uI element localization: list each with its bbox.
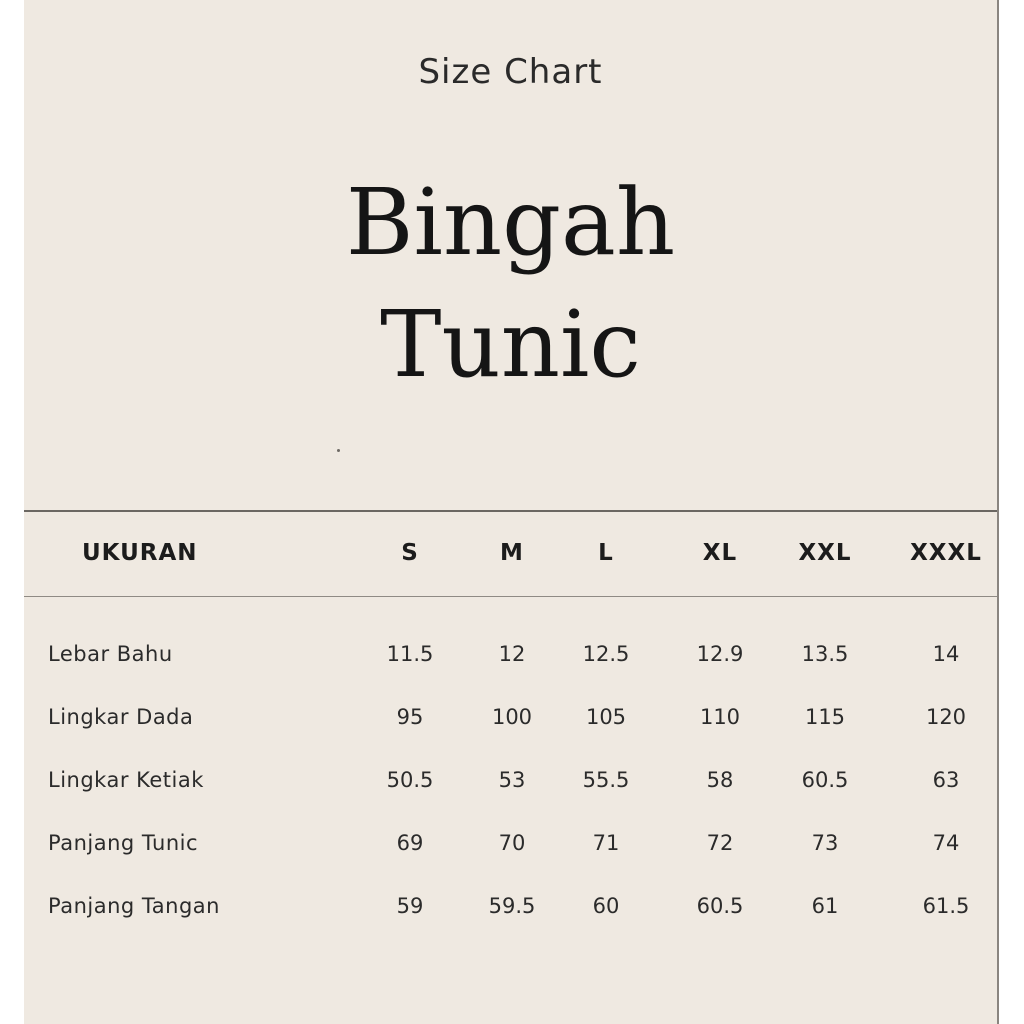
table-row xyxy=(24,642,997,682)
size-header-xxl: XXL xyxy=(798,540,852,566)
table-cell: 60.5 xyxy=(696,894,744,918)
subtitle: Size Chart xyxy=(418,52,603,92)
row-label: Lingkar Ketiak xyxy=(48,768,204,792)
table-cell: 63 xyxy=(932,768,960,792)
product-title xyxy=(24,162,997,406)
table-cell: 14 xyxy=(932,642,960,666)
table-cell: 13.5 xyxy=(801,642,849,666)
table-cell: 58 xyxy=(706,768,734,792)
size-header-m: M xyxy=(500,540,524,566)
table-cell: 74 xyxy=(932,831,960,855)
table-cell: 12.5 xyxy=(582,642,630,666)
right-border xyxy=(997,0,999,1024)
row-label: Panjang Tangan xyxy=(48,894,220,918)
table-cell: 115 xyxy=(804,705,846,729)
table-cell: 73 xyxy=(811,831,839,855)
size-header-xl: XL xyxy=(702,540,738,566)
size-header-s: S xyxy=(401,540,419,566)
table-cell: 12 xyxy=(498,642,526,666)
table-cell: 71 xyxy=(592,831,620,855)
table-row xyxy=(24,705,997,745)
table-cell: 55.5 xyxy=(582,768,630,792)
size-header-xxxl: XXXL xyxy=(910,540,982,566)
table-row xyxy=(24,894,997,934)
table-cell: 53 xyxy=(498,768,526,792)
size-chart-card xyxy=(24,0,997,1024)
table-cell: 72 xyxy=(706,831,734,855)
table-cell: 50.5 xyxy=(386,768,434,792)
table-cell: 61 xyxy=(811,894,839,918)
title-line-1: Bingah xyxy=(345,169,676,276)
table-cell: 70 xyxy=(498,831,526,855)
decorative-dot xyxy=(337,449,340,452)
header-label: UKURAN xyxy=(82,540,198,566)
header-top-rule xyxy=(24,510,997,512)
table-cell: 60.5 xyxy=(801,768,849,792)
row-label: Lebar Bahu xyxy=(48,642,173,666)
header-bottom-rule xyxy=(24,596,997,597)
table-cell: 100 xyxy=(491,705,533,729)
title-line-2: Tunic xyxy=(380,291,641,398)
table-cell: 110 xyxy=(699,705,741,729)
table-cell: 59 xyxy=(396,894,424,918)
table-cell: 61.5 xyxy=(922,894,970,918)
table-cell: 105 xyxy=(585,705,627,729)
table-row xyxy=(24,768,997,808)
table-cell: 120 xyxy=(925,705,967,729)
table-cell: 95 xyxy=(396,705,424,729)
row-label: Panjang Tunic xyxy=(48,831,199,855)
table-cell: 11.5 xyxy=(386,642,434,666)
table-row xyxy=(24,831,997,871)
row-label: Lingkar Dada xyxy=(48,705,194,729)
table-cell: 59.5 xyxy=(488,894,536,918)
table-cell: 69 xyxy=(396,831,424,855)
table-cell: 12.9 xyxy=(696,642,744,666)
table-cell: 60 xyxy=(592,894,620,918)
size-header-l: L xyxy=(598,540,614,566)
